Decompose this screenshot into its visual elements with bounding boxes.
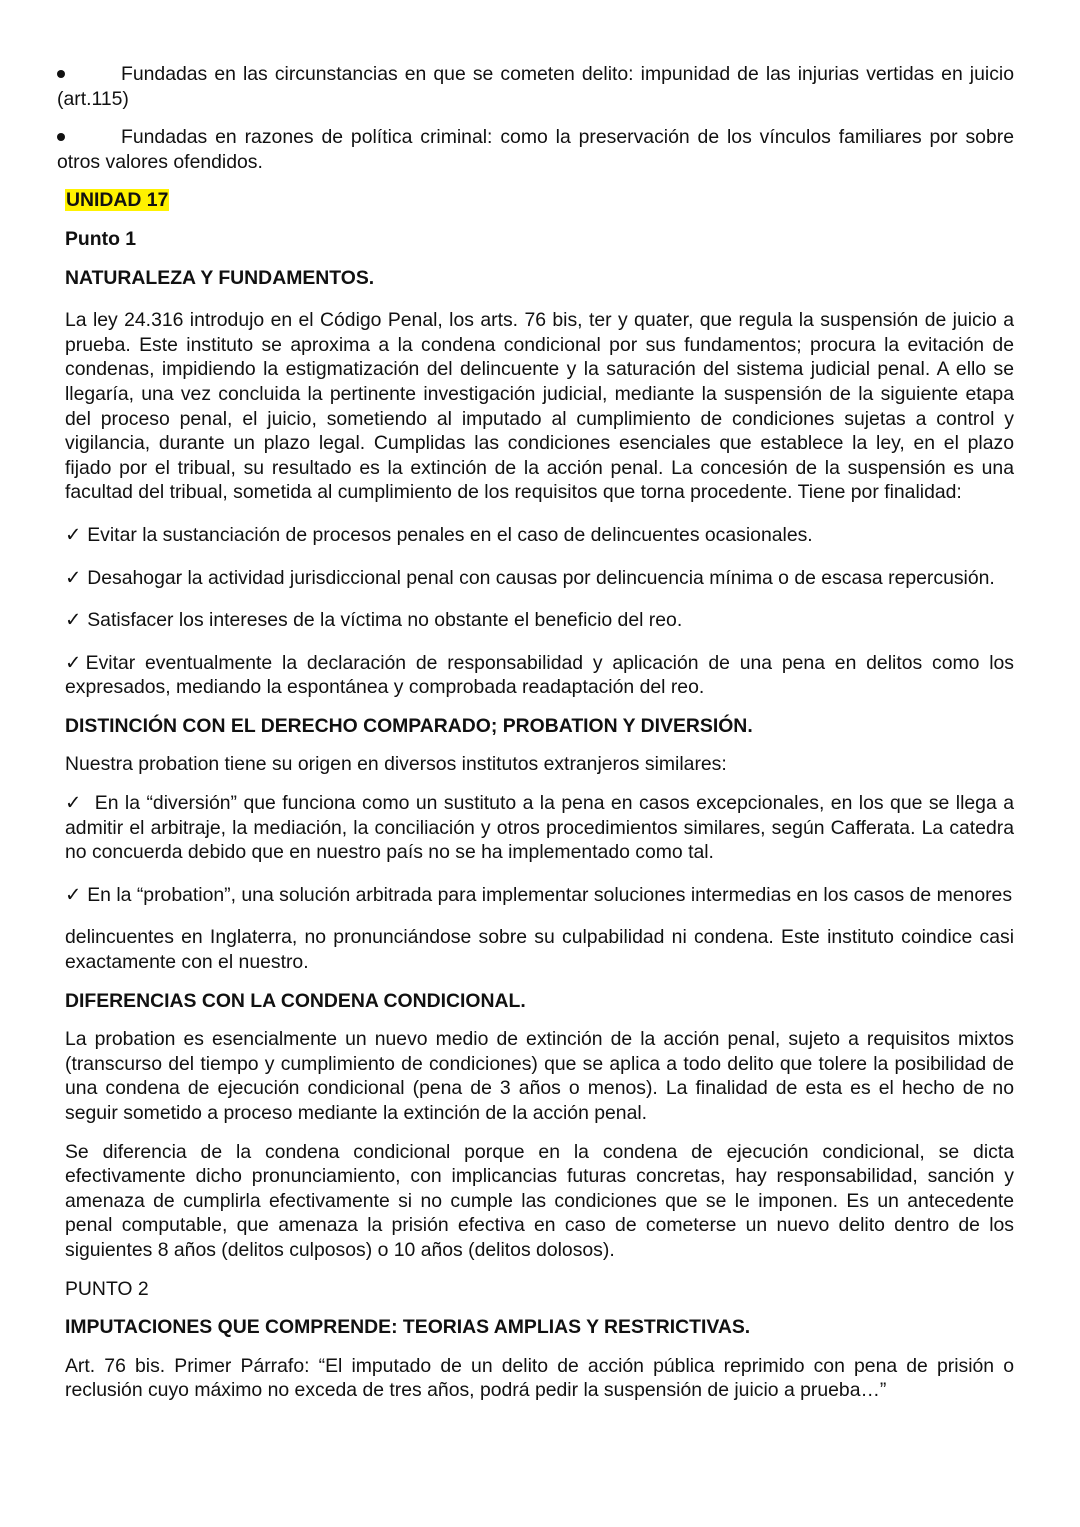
distincion-intro: Nuestra probation tiene su origen en diversos institutos extranjeros similares: (65, 753, 727, 776)
check-icon: ✓ (65, 566, 82, 589)
check-item (65, 523, 1014, 548)
punto-1-label: Punto 1 (65, 227, 137, 250)
check-item (65, 791, 1014, 865)
imputaciones-heading: IMPUTACIONES QUE COMPRENDE: TEORIAS AMPLIAS Y RESTRICTIVAS. (65, 1316, 751, 1339)
bullet-dot-icon (57, 133, 65, 141)
unit-heading (65, 188, 1014, 213)
bullet-item (57, 62, 1014, 111)
check-icon: ✓ (65, 883, 82, 906)
imputaciones-paragraph: Art. 76 bis. Primer Párrafo: “El imputado de un delito de acción pública reprimido con pena de prisión o reclusión cuyo máximo no exceda de tres años, podrá pedir la suspensión de juicio a prueba…” (65, 1354, 1014, 1402)
highlighted-unit-title: UNIDAD 17 (66, 189, 169, 212)
check-text: Evitar la sustanciación de procesos penales en el caso de delincuentes ocasionales. (87, 523, 813, 546)
check-text: Desahogar la actividad jurisdiccional penal con causas por delincuencia mínima o de escasa repercusión. (87, 566, 995, 589)
diferencias-paragraph-1: La probation es esencialmente un nuevo medio de extinción de la acción penal, sujeto a requisitos mixtos (transcurso del tiempo y cumplimiento de condiciones) que se aplica a todo delito que tolere la posibilidad de una condena de ejecución condicional (pena de 3 años o menos). La finalidad de esta es el hecho de no seguir sometido a proceso mediante la extinción de la acción penal. (65, 1028, 1014, 1124)
check-item (65, 566, 1014, 591)
check-icon: ✓ (65, 792, 83, 815)
bullet-dot-icon (57, 70, 65, 78)
naturaleza-paragraph: La ley 24.316 introdujo en el Código Penal, los arts. 76 bis, ter y quater, que regula la suspensión de juicio a prueba. Este instituto se aproxima a la condena condicional por sus fundamentos; procura la evitación de condenas, impidiendo la estigmatización del delincuente y la saturación del sistema judicial penal. A ello se llegaría, una vez concluida la pertinente investigación judicial, mediante la suspensión de la siguiente etapa del proceso penal, el juicio, sometiendo al imputado al cumplimiento de condiciones sujetas a control y vigilancia, durante un plazo legal. Cumplidas las condiciones esenciales que establece la ley, en el plazo fijado por el tribual, su resultado es la extinción de la acción penal. La concesión de la suspensión es una facultad del tribual, sometida al cumplimiento de los requisitos que torna procedente. Tiene por finalidad: (65, 309, 1014, 504)
check-icon: ✓ (65, 609, 82, 632)
check-text: En la “diversión” que funciona como un sustituto a la pena en casos excepcionales, en los que se llega a admitir el arbitraje, la mediación, la conciliación y otros procedimientos similares, según Cafferata. La catedra no concuerda debido que en nuestro país no se ha implementado como tal. (65, 792, 1014, 864)
bullet-text: Fundadas en razones de política criminal: como la preservación de los vínculos familiares por sobre otros valores ofendidos. (57, 126, 1014, 173)
bullet-item (57, 125, 1014, 174)
diferencias-heading: DIFERENCIAS CON LA CONDENA CONDICIONAL. (65, 989, 526, 1012)
check-icon: ✓ (65, 651, 86, 674)
check-item (65, 883, 1014, 908)
distincion-heading: DISTINCIÓN CON EL DERECHO COMPARADO; PROBATION Y DIVERSIÓN. (65, 714, 753, 737)
document-page (57, 62, 1014, 1403)
check-item (65, 651, 1014, 700)
bullet-text: Fundadas en las circunstancias en que se cometen delito: impunidad de las injurias vertidas en juicio (art.115) (57, 63, 1014, 110)
check-text: En la “probation”, una solución arbitrada para implementar soluciones intermedias en los casos de menores (87, 883, 1013, 906)
check-icon: ✓ (65, 523, 82, 546)
naturaleza-heading: NATURALEZA Y FUNDAMENTOS. (65, 266, 375, 289)
check-item (65, 608, 1014, 633)
continuation-paragraph: delincuentes en Inglaterra, no pronunciándose sobre su culpabilidad ni condena. Este instituto coindice casi exactamente con el nuestro. (65, 926, 1014, 974)
check-text: Satisfacer los intereses de la víctima no obstante el beneficio del reo. (87, 609, 683, 632)
punto-2-label: PUNTO 2 (65, 1277, 149, 1300)
check-text: Evitar eventualmente la declaración de responsabilidad y aplicación de una pena en delitos como los expresados, mediando la espontánea y comprobada readaptación del reo. (65, 651, 1014, 699)
diferencias-paragraph-2: Se diferencia de la condena condicional porque en la condena de ejecución condicional, se dicta efectivamente dicho pronunciamiento, con implicancias futuras concretas, hay responsabilidad, sanción y amenaza de cumplirla efectivamente si no cumple las condiciones que se le imponen. Es un antecedente penal computable, que amenaza la prisión efectiva en caso de cometerse un nuevo delito dentro de los siguientes 8 años (delitos culposos) o 10 años (delitos dolosos). (65, 1140, 1014, 1261)
